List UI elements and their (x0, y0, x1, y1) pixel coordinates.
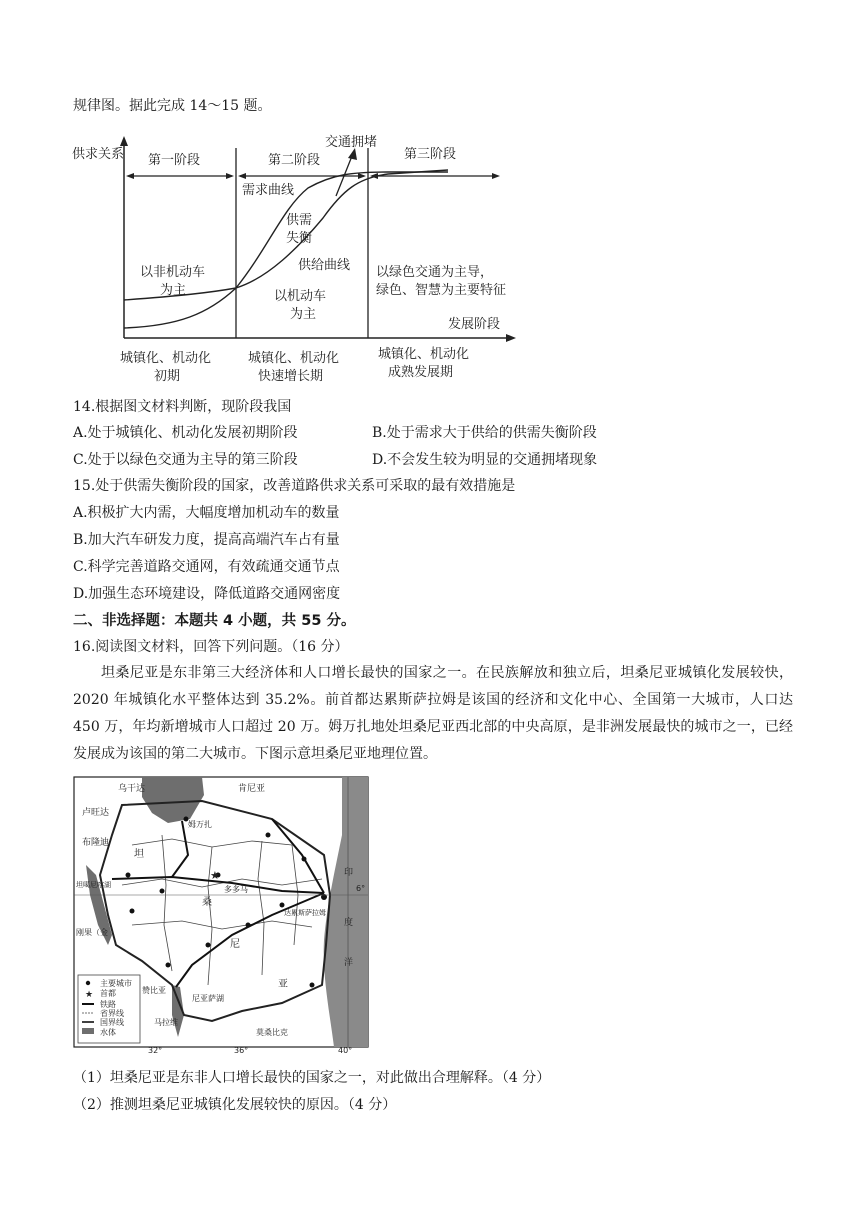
label-dodoma: 多多马 (224, 885, 248, 894)
q15-option-a: A.积极扩大内需，大幅度增加机动车的数量 (73, 505, 340, 521)
label-malawi: 马拉维 (154, 1018, 178, 1027)
y-axis-label: 供求关系 (72, 147, 125, 162)
label-burundi: 布隆迪 (82, 838, 110, 848)
imbalance-label-1: 供需 (286, 213, 313, 228)
label-uganda: 乌干达 (118, 784, 146, 794)
label-ni: 尼 (230, 939, 240, 950)
label-dar: 达累斯萨拉姆 (284, 909, 326, 917)
stage1-label: 第一阶段 (148, 153, 201, 168)
q16-sub-question-1: （1）坦桑尼亚是东非人口增长最快的国家之一，对此做出合理解释。（4 分） (73, 1070, 551, 1086)
q15-option-c: C.科学完善道路交通网，有效疏通交通节点 (73, 559, 340, 575)
label-tanganyika: 坦噶尼喀湖 (76, 881, 111, 889)
region1-label-1: 以非机动车 (140, 265, 206, 280)
label-nyasa: 尼亚萨湖 (192, 994, 224, 1003)
label-congo: 刚果（金 (76, 928, 108, 937)
label-lat6: 6° (356, 884, 366, 893)
imbalance-label-2: 失衡 (286, 231, 313, 246)
phase3-label-1: 城镇化、机动化 (378, 347, 470, 362)
label-ya: 亚 (278, 979, 288, 990)
legend-city: 主要城市 (100, 979, 132, 988)
section-two-heading: 二、非选择题：本题共 4 小题，共 55 分。 (73, 613, 356, 629)
label-kenya: 肯尼亚 (238, 784, 266, 794)
legend-railway: 铁路 (100, 1000, 116, 1009)
label-zambia: 赞比亚 (142, 986, 166, 995)
label-tan: 坦 (134, 849, 144, 860)
label-lon40: 40° (338, 1046, 353, 1055)
y-axis-arrow (120, 136, 128, 146)
label-rwanda: 卢旺达 (82, 808, 110, 818)
legend-water: 水体 (100, 1028, 116, 1037)
q14-option-a: A.处于城镇化、机动化发展初期阶段 (73, 425, 298, 441)
legend-province: 省界线 (100, 1009, 124, 1018)
stage3-label: 第三阶段 (404, 147, 457, 162)
phase1-label-1: 城镇化、机动化 (120, 351, 212, 366)
q15-option-b: B.加大汽车研发力度，提高高端汽车占有量 (73, 532, 340, 548)
stage2-label: 第二阶段 (268, 153, 321, 168)
label-indian-3: 洋 (344, 958, 354, 968)
label-indian-2: 度 (344, 918, 354, 928)
supply-demand-diagram (68, 128, 528, 388)
q14-option-d: D.不会发生较为明显的交通拥堵现象 (372, 452, 598, 468)
congestion-label: 交通拥堵 (325, 135, 378, 150)
label-mwanza: 姆万扎 (188, 820, 212, 829)
phase2-label-1: 城镇化、机动化 (248, 351, 340, 366)
phase3-label-2: 成熟发展期 (388, 365, 454, 380)
map-legend (78, 975, 140, 1043)
supply-curve-label: 供给曲线 (298, 258, 351, 273)
tanzania-map (72, 775, 372, 1055)
region1-label-2: 为主 (160, 283, 187, 298)
region3-label-2: 绿色、智慧为主要特征 (376, 283, 507, 298)
x-axis-label: 发展阶段 (448, 317, 501, 332)
label-mozambique: 莫桑比克 (256, 1028, 288, 1037)
legend-capital: 首都 (100, 989, 116, 998)
intro-line: 规律图。据此完成 14～15 题。 (73, 98, 272, 114)
label-lon36: 36° (234, 1046, 249, 1055)
svg-text:★: ★ (85, 990, 94, 1000)
q15-option-d: D.加强生态环境建设，降低道路交通网密度 (73, 586, 341, 602)
region2-label-1: 以机动车 (274, 289, 327, 304)
label-indian-1: 印 (344, 868, 354, 878)
legend-border: 国界线 (100, 1018, 124, 1027)
phase2-label-2: 快速增长期 (258, 369, 324, 384)
x-axis-arrow (506, 334, 516, 342)
q16-stem: 16.阅读图文材料，回答下列问题。（16 分） (73, 639, 349, 655)
demand-curve-label: 需求曲线 (242, 183, 295, 198)
capital-star-icon: ★ (210, 869, 220, 882)
q14-option-b: B.处于需求大于供给的供需失衡阶段 (372, 425, 597, 441)
q16-sub-question-2: （2）推测坦桑尼亚城镇化发展较快的原因。（4 分） (73, 1097, 397, 1113)
region2-label-2: 为主 (290, 307, 317, 322)
q15-stem: 15.处于供需失衡阶段的国家，改善道路供求关系可采取的最有效措施是 (73, 478, 516, 494)
phase1-label-2: 初期 (154, 369, 181, 384)
q16-paragraph: 坦桑尼亚是东非第三大经济体和人口增长最快的国家之一。在民族解放和独立后，坦桑尼亚城镇化发展较快，2020 年城镇化水平整体达到 35.2%。前首都达累斯萨拉姆是该国的经济和文化中心、全国第一大城市，人口达 450 万，年均新增城市人口超过 20 万。姆万扎地处坦桑尼亚西北部的中央高原，是非洲发展最快的城市之一，已经发展成为该国的第二大城市。下图示意坦桑尼亚地理位置。 (73, 665, 793, 762)
q14-stem: 14.根据图文材料判断，现阶段我国 (73, 399, 292, 415)
label-sang: 桑 (202, 897, 212, 908)
q14-option-c: C.处于以绿色交通为主导的第三阶段 (73, 452, 298, 468)
label-lon32: 32° (148, 1046, 163, 1055)
region3-label-1: 以绿色交通为主导， (376, 265, 494, 280)
